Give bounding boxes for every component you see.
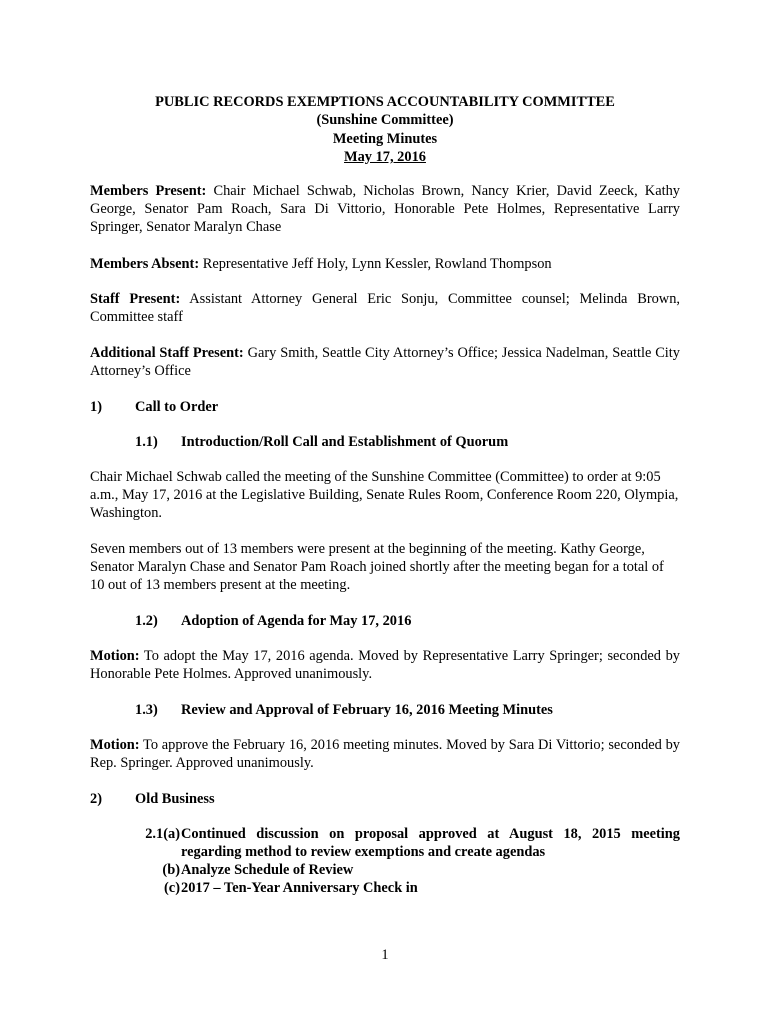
item-label: (c) [164, 880, 180, 896]
agenda-motion-paragraph [90, 647, 680, 683]
section-title: Call to Order [135, 399, 219, 415]
subsection-number: 1.1) [135, 434, 158, 450]
committee-name: PUBLIC RECORDS EXEMPTIONS ACCOUNTABILITY COMMITTEE [155, 94, 615, 110]
section-number: 2) [90, 791, 102, 807]
staff-present-list: Assistant Attorney General Eric Sonju, Committee counsel; Melinda Brown, Committee staff [90, 291, 680, 325]
subsection-title: Adoption of Agenda for May 17, 2016 [181, 613, 412, 629]
members-absent-list: Representative Jeff Holy, Lynn Kessler, Rowland Thompson [202, 256, 552, 272]
additional-staff-paragraph [90, 344, 680, 380]
item-label: (b) [162, 862, 180, 878]
item-text: Continued discussion on proposal approved at August 18, 2015 meeting regarding method to review exemptions and create agendas [181, 826, 680, 860]
subsection-number: 1.3) [135, 702, 158, 718]
members-absent-label: Members Absent: [90, 256, 200, 272]
committee-nickname: (Sunshine Committee) [316, 112, 454, 129]
additional-staff-list: Gary Smith, Seattle City Attorney’s Office; Jessica Nadelman, Seattle City Attorney’s Office [90, 345, 680, 379]
subsection-number: 1.2) [135, 613, 158, 629]
call-to-order-paragraph: Chair Michael Schwab called the meeting of the Sunshine Committee (Committee) to order at 9:05 a.m., May 17, 2016 at the Legislative Building, Senate Rules Room, Conference Room 220, Olympia, Washington. [90, 469, 679, 521]
list-item [135, 879, 680, 897]
staff-present-paragraph [90, 290, 680, 326]
meeting-date: May 17, 2016 [344, 148, 426, 165]
motion-label: Motion: [90, 737, 140, 753]
members-present-paragraph [90, 182, 680, 236]
motion-text: To approve the February 16, 2016 meeting minutes. Moved by Sara Di Vittorio; seconded by Rep. Springer. Approved unanimously. [90, 737, 680, 771]
item-text: Analyze Schedule of Review [181, 862, 354, 878]
subsection-title: Introduction/Roll Call and Establishment of Quorum [181, 434, 509, 450]
list-item [135, 825, 680, 861]
motion-label: Motion: [90, 648, 140, 664]
members-present-label: Members Present: [90, 183, 207, 199]
item-label: 2.1(a) [145, 826, 180, 842]
page-number: 1 [381, 947, 389, 963]
subsection-title: Review and Approval of February 16, 2016 Meeting Minutes [181, 702, 553, 718]
staff-present-label: Staff Present: [90, 291, 181, 307]
motion-text: To adopt the May 17, 2016 agenda. Moved by Representative Larry Springer; seconded by Honorable Pete Holmes. Approved unanimously. [90, 648, 680, 682]
document-type: Meeting Minutes [332, 130, 438, 147]
section-title: Old Business [135, 791, 215, 807]
old-business-items [135, 825, 680, 897]
minutes-motion-paragraph [90, 736, 680, 772]
members-absent-paragraph [90, 255, 680, 273]
members-present-list: Chair Michael Schwab, Nicholas Brown, Nancy Krier, David Zeeck, Kathy George, Senator Pam Roach, Sara Di Vittorio, Honorable Pete Holmes, Representative Larry Springer, Senator Maralyn Chase [90, 183, 680, 235]
list-item [135, 861, 680, 879]
item-text: 2017 – Ten-Year Anniversary Check in [181, 880, 418, 896]
quorum-paragraph: Seven members out of 13 members were present at the beginning of the meeting. Kathy George, Senator Maralyn Chase and Senator Pam Roach joined shortly after the meeting began for a total of 10 out of 13 members present at the meeting. [90, 541, 664, 593]
section-number: 1) [90, 399, 102, 415]
additional-staff-label: Additional Staff Present: [90, 345, 244, 361]
document-title-block [90, 93, 680, 166]
